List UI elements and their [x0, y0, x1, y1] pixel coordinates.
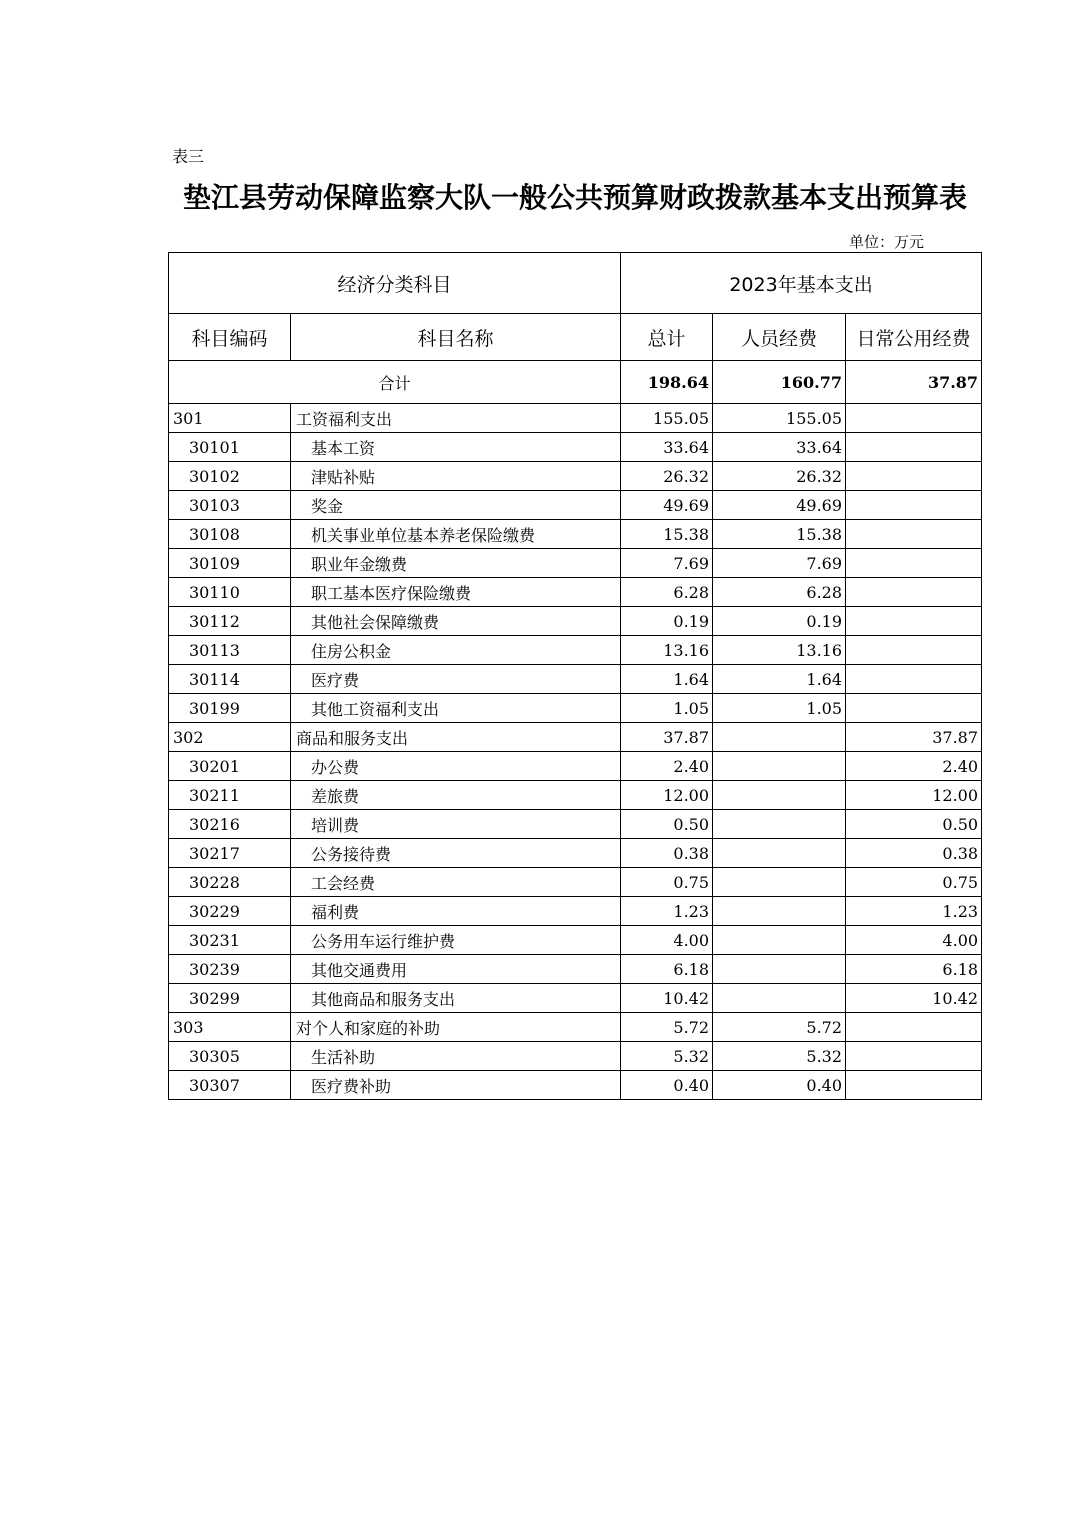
subject-name-cell: 福利费 — [291, 897, 621, 926]
public-cell — [846, 636, 982, 665]
total-cell: 0.75 — [621, 868, 713, 897]
table-row — [169, 926, 982, 955]
personnel-cell: 5.32 — [713, 1042, 846, 1071]
public-cell — [846, 665, 982, 694]
header-column-row — [169, 314, 982, 361]
subject-code-cell: 30112 — [169, 607, 291, 636]
subject-code-cell: 30113 — [169, 636, 291, 665]
total-cell: 15.38 — [621, 520, 713, 549]
subject-name-cell: 医疗费补助 — [291, 1071, 621, 1100]
public-cell: 0.50 — [846, 810, 982, 839]
header-subject-code: 科目编码 — [169, 314, 291, 361]
table-row — [169, 607, 982, 636]
public-cell — [846, 607, 982, 636]
public-cell: 12.00 — [846, 781, 982, 810]
table-row — [169, 752, 982, 781]
total-cell: 37.87 — [621, 723, 713, 752]
subject-name-cell: 培训费 — [291, 810, 621, 839]
subject-code-cell: 30217 — [169, 839, 291, 868]
personnel-cell: 26.32 — [713, 462, 846, 491]
table-row — [169, 984, 982, 1013]
total-label: 合计 — [169, 361, 621, 404]
table-row — [169, 1013, 982, 1042]
subject-code-cell: 30114 — [169, 665, 291, 694]
public-cell — [846, 433, 982, 462]
total-cell: 12.00 — [621, 781, 713, 810]
header-public-expense: 日常公用经费 — [846, 314, 982, 361]
subject-name-cell: 职业年金缴费 — [291, 549, 621, 578]
personnel-cell — [713, 926, 846, 955]
personnel-cell — [713, 781, 846, 810]
personnel-cell: 1.05 — [713, 694, 846, 723]
table-row — [169, 1042, 982, 1071]
subject-name-cell: 其他商品和服务支出 — [291, 984, 621, 1013]
table-row — [169, 462, 982, 491]
personnel-cell: 7.69 — [713, 549, 846, 578]
table-row — [169, 491, 982, 520]
total-cell: 0.40 — [621, 1071, 713, 1100]
subject-code-cell: 30299 — [169, 984, 291, 1013]
total-cell: 1.64 — [621, 665, 713, 694]
total-cell: 2.40 — [621, 752, 713, 781]
total-cell: 49.69 — [621, 491, 713, 520]
subject-code-cell: 30307 — [169, 1071, 291, 1100]
subject-code-cell: 30239 — [169, 955, 291, 984]
personnel-cell — [713, 839, 846, 868]
subject-code-cell: 30199 — [169, 694, 291, 723]
subject-name-cell: 基本工资 — [291, 433, 621, 462]
subject-name-cell: 住房公积金 — [291, 636, 621, 665]
public-cell: 10.42 — [846, 984, 982, 1013]
personnel-cell: 1.64 — [713, 665, 846, 694]
total-cell: 1.05 — [621, 694, 713, 723]
header-personnel-expense: 人员经费 — [713, 314, 846, 361]
table-row — [169, 433, 982, 462]
subject-name-cell: 差旅费 — [291, 781, 621, 810]
table-row — [169, 781, 982, 810]
header-basic-expenditure-2023: 2023年基本支出 — [621, 253, 982, 314]
personnel-cell: 0.19 — [713, 607, 846, 636]
subject-name-cell: 公务接待费 — [291, 839, 621, 868]
total-cell: 13.16 — [621, 636, 713, 665]
subject-name-cell: 机关事业单位基本养老保险缴费 — [291, 520, 621, 549]
personnel-cell: 6.28 — [713, 578, 846, 607]
total-cell: 0.38 — [621, 839, 713, 868]
subject-code-cell: 30109 — [169, 549, 291, 578]
public-cell: 2.40 — [846, 752, 982, 781]
total-cell: 0.50 — [621, 810, 713, 839]
subject-name-cell: 津贴补贴 — [291, 462, 621, 491]
public-cell — [846, 404, 982, 433]
personnel-cell: 5.72 — [713, 1013, 846, 1042]
subject-name-cell: 工资福利支出 — [291, 404, 621, 433]
table-row — [169, 868, 982, 897]
subject-name-cell: 职工基本医疗保险缴费 — [291, 578, 621, 607]
total-cell: 26.32 — [621, 462, 713, 491]
header-total: 总计 — [621, 314, 713, 361]
subject-code-cell: 30110 — [169, 578, 291, 607]
subject-name-cell: 商品和服务支出 — [291, 723, 621, 752]
public-cell — [846, 578, 982, 607]
subject-code-cell: 30229 — [169, 897, 291, 926]
total-cell: 7.69 — [621, 549, 713, 578]
subject-code-cell: 30201 — [169, 752, 291, 781]
table-row — [169, 810, 982, 839]
personnel-cell — [713, 897, 846, 926]
subject-name-cell: 公务用车运行维护费 — [291, 926, 621, 955]
subject-name-cell: 工会经费 — [291, 868, 621, 897]
table-row — [169, 549, 982, 578]
public-cell: 1.23 — [846, 897, 982, 926]
subject-name-cell: 奖金 — [291, 491, 621, 520]
personnel-cell: 15.38 — [713, 520, 846, 549]
table-row — [169, 578, 982, 607]
total-cell: 5.32 — [621, 1042, 713, 1071]
subject-code-cell: 30102 — [169, 462, 291, 491]
table-row — [169, 839, 982, 868]
unit-label: 单位：万元 — [849, 233, 925, 251]
public-cell: 0.38 — [846, 839, 982, 868]
personnel-cell — [713, 752, 846, 781]
header-subject-name: 科目名称 — [291, 314, 621, 361]
subject-code-cell: 30228 — [169, 868, 291, 897]
table-row — [169, 694, 982, 723]
personnel-cell — [713, 810, 846, 839]
total-personnel: 160.77 — [713, 361, 846, 404]
personnel-cell: 13.16 — [713, 636, 846, 665]
subject-code-cell: 30108 — [169, 520, 291, 549]
subject-name-cell: 对个人和家庭的补助 — [291, 1013, 621, 1042]
subject-name-cell: 其他工资福利支出 — [291, 694, 621, 723]
table-row — [169, 636, 982, 665]
table-number-label: 表三 — [172, 147, 205, 166]
total-cell: 1.23 — [621, 897, 713, 926]
table-row — [169, 955, 982, 984]
personnel-cell — [713, 723, 846, 752]
document-title: 垫江县劳动保障监察大队一般公共预算财政拨款基本支出预算表 — [182, 181, 967, 214]
table-row — [169, 723, 982, 752]
total-cell: 6.28 — [621, 578, 713, 607]
subject-code-cell: 30211 — [169, 781, 291, 810]
total-cell: 0.19 — [621, 607, 713, 636]
personnel-cell: 49.69 — [713, 491, 846, 520]
public-cell — [846, 549, 982, 578]
public-cell — [846, 462, 982, 491]
personnel-cell: 0.40 — [713, 1071, 846, 1100]
public-cell: 4.00 — [846, 926, 982, 955]
header-group-row — [169, 253, 982, 314]
personnel-cell — [713, 868, 846, 897]
table-row — [169, 404, 982, 433]
header-economic-classification: 经济分类科目 — [169, 253, 621, 314]
subject-code-cell: 302 — [169, 723, 291, 752]
table-row — [169, 1071, 982, 1100]
public-cell — [846, 1013, 982, 1042]
total-cell: 6.18 — [621, 955, 713, 984]
total-cell: 33.64 — [621, 433, 713, 462]
personnel-cell: 155.05 — [713, 404, 846, 433]
subject-code-cell: 30216 — [169, 810, 291, 839]
subject-code-cell: 301 — [169, 404, 291, 433]
subject-code-cell: 303 — [169, 1013, 291, 1042]
subject-name-cell: 医疗费 — [291, 665, 621, 694]
subject-code-cell: 30231 — [169, 926, 291, 955]
budget-table — [168, 252, 982, 1100]
public-cell — [846, 491, 982, 520]
public-cell: 0.75 — [846, 868, 982, 897]
table-row — [169, 665, 982, 694]
personnel-cell — [713, 984, 846, 1013]
total-total: 198.64 — [621, 361, 713, 404]
subject-name-cell: 其他社会保障缴费 — [291, 607, 621, 636]
total-cell: 4.00 — [621, 926, 713, 955]
public-cell — [846, 694, 982, 723]
public-cell — [846, 520, 982, 549]
public-cell: 6.18 — [846, 955, 982, 984]
subject-code-cell: 30103 — [169, 491, 291, 520]
subject-name-cell: 其他交通费用 — [291, 955, 621, 984]
table-row — [169, 897, 982, 926]
total-cell: 10.42 — [621, 984, 713, 1013]
subject-name-cell: 生活补助 — [291, 1042, 621, 1071]
subject-name-cell: 办公费 — [291, 752, 621, 781]
total-public: 37.87 — [846, 361, 982, 404]
public-cell: 37.87 — [846, 723, 982, 752]
personnel-cell — [713, 955, 846, 984]
total-cell: 155.05 — [621, 404, 713, 433]
total-cell: 5.72 — [621, 1013, 713, 1042]
subject-code-cell: 30101 — [169, 433, 291, 462]
subject-code-cell: 30305 — [169, 1042, 291, 1071]
table-row — [169, 520, 982, 549]
public-cell — [846, 1042, 982, 1071]
total-row — [169, 361, 982, 404]
personnel-cell: 33.64 — [713, 433, 846, 462]
public-cell — [846, 1071, 982, 1100]
